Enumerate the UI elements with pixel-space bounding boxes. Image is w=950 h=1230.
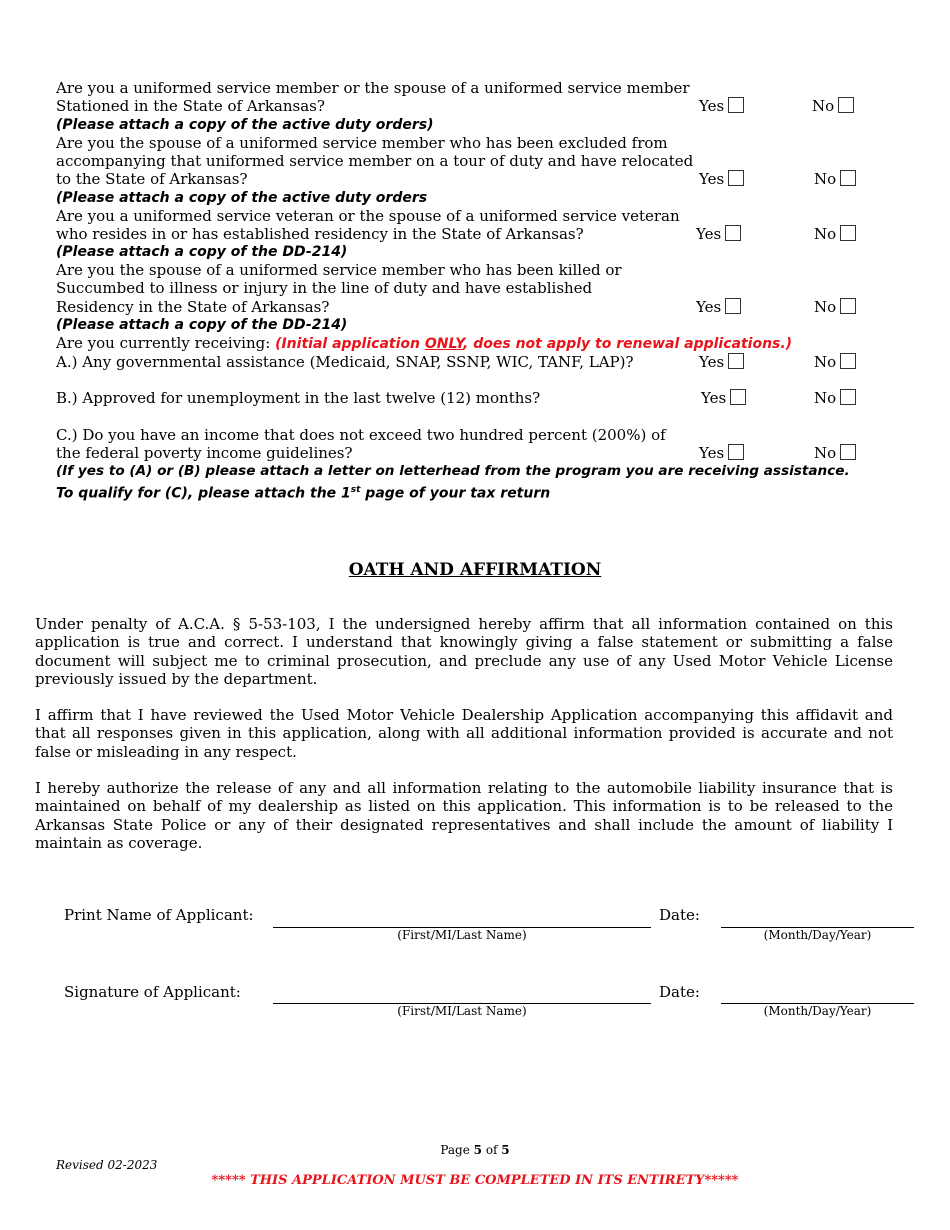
no-label: No: [814, 444, 837, 462]
question-2-no-checkbox[interactable]: [840, 170, 856, 186]
receiving-note-2-pre: To qualify for (C), please attach the 1: [56, 485, 351, 502]
receiving-warning-only: ONLY: [424, 336, 464, 352]
receiving-note-2-sup: st: [350, 485, 361, 495]
question-1-no: [812, 97, 854, 115]
question-1-yes-checkbox[interactable]: [728, 97, 744, 113]
yes-label: Yes: [696, 225, 722, 243]
signature-caption: (First/MI/Last Name): [397, 1004, 527, 1018]
option-c-yes: [699, 444, 744, 462]
completion-warning: ***** THIS APPLICATION MUST BE COMPLETED IN ITS ENTIRETY*****: [211, 1173, 739, 1188]
option-c-yes-checkbox[interactable]: [728, 444, 744, 460]
question-3-no-checkbox[interactable]: [840, 225, 856, 241]
question-1-no-checkbox[interactable]: [838, 97, 854, 113]
print-name-label: Print Name of Applicant:: [64, 906, 254, 924]
no-label: No: [814, 225, 837, 243]
yes-label: Yes: [699, 170, 725, 188]
question-1-yes: [699, 97, 744, 115]
oath-paragraph-3: I hereby authorize the release of any and all information relating to the automobile liability insurance that is maintained on behalf of my dealership as listed on this application. This information is to be released to the Arkansas State Police or any of their designated representatives and shall include the amount of liability I maintain as coverage.: [35, 779, 893, 852]
question-4-line-2: Succumbed to illness or injury in the line of duty and have established: [56, 279, 593, 297]
no-label: No: [814, 298, 837, 316]
page-total: 5: [501, 1143, 510, 1157]
question-4-yes-checkbox[interactable]: [725, 298, 741, 314]
page-number: [0, 1143, 950, 1157]
option-b-yes-checkbox[interactable]: [730, 389, 746, 405]
option-c-no-checkbox[interactable]: [840, 444, 856, 460]
yes-label: Yes: [699, 444, 725, 462]
question-3-yes-checkbox[interactable]: [725, 225, 741, 241]
oath-title: OATH AND AFFIRMATION: [348, 560, 602, 580]
question-2-no: [814, 170, 856, 188]
question-2-yes: [699, 170, 744, 188]
receiving-option-c-line-1: C.) Do you have an income that does not exceed two hundred percent (200%) of: [56, 426, 666, 444]
receiving-note-2-post: page of your tax return: [360, 485, 551, 502]
question-2-line-2: accompanying that uniformed service member on a tour of duty and have relocated: [56, 152, 694, 170]
option-b-yes: [701, 389, 746, 407]
print-name-caption: (First/MI/Last Name): [397, 928, 527, 942]
no-label: No: [814, 353, 837, 371]
receiving-warning-pre: (Initial application: [275, 336, 425, 352]
option-a-yes-checkbox[interactable]: [728, 353, 744, 369]
yes-label: Yes: [699, 353, 725, 371]
option-b-no-checkbox[interactable]: [840, 389, 856, 405]
question-1-note: (Please attach a copy of the active duty orders): [56, 117, 434, 133]
receiving-label: Are you currently receiving:: [56, 334, 276, 352]
question-3-yes: [696, 225, 741, 243]
question-2-line-1: Are you the spouse of a uniformed service member who has been excluded from: [56, 134, 668, 152]
option-b-no: [814, 389, 856, 407]
no-label: No: [814, 170, 837, 188]
receiving-option-a: A.) Any governmental assistance (Medicaid, SNAP, SSNP, WIC, TANF, LAP)?: [56, 353, 634, 371]
no-label: No: [814, 389, 837, 407]
question-3-note: (Please attach a copy of the DD-214): [56, 244, 348, 260]
question-4-line-3: Residency in the State of Arkansas?: [56, 298, 330, 316]
receiving-option-b: B.) Approved for unemployment in the last twelve (12) months?: [56, 389, 541, 407]
question-3-line-2: who resides in or has established residency in the State of Arkansas?: [56, 225, 584, 243]
oath-paragraph-1: Under penalty of A.C.A. § 5-53-103, I the undersigned hereby affirm that all information contained on this application is true and correct. I understand that knowingly giving a false statement or submitting a false document will subject me to criminal prosecution, and preclude any use of any Used Motor Vehicle License previously issued by the department.: [35, 615, 893, 688]
option-a-no: [814, 353, 856, 371]
question-1-line-1: Are you a uniformed service member or the spouse of a uniformed service member: [56, 79, 690, 97]
yes-label: Yes: [701, 389, 727, 407]
question-2-note: (Please attach a copy of the active duty orders: [56, 190, 428, 206]
question-4-no: [814, 298, 856, 316]
question-4-yes: [696, 298, 741, 316]
option-c-no: [814, 444, 856, 462]
question-4-line-1: Are you the spouse of a uniformed service member who has been killed or: [56, 261, 622, 279]
receiving-question: [56, 334, 792, 353]
question-2-yes-checkbox[interactable]: [728, 170, 744, 186]
print-name-date-caption: (Month/Day/Year): [763, 928, 872, 942]
receiving-warning-post: , does not apply to renewal applications.): [463, 336, 793, 352]
print-name-date-label: Date:: [659, 906, 700, 924]
signature-date-caption: (Month/Day/Year): [763, 1004, 872, 1018]
yes-label: Yes: [699, 97, 725, 115]
option-a-yes: [699, 353, 744, 371]
no-label: No: [812, 97, 835, 115]
signature-label: Signature of Applicant:: [64, 983, 241, 1001]
signature-date-label: Date:: [659, 983, 700, 1001]
question-1-line-2: Stationed in the State of Arkansas?: [56, 97, 325, 115]
question-3-no: [814, 225, 856, 243]
receiving-note-2: [56, 481, 550, 503]
page-prefix: Page: [440, 1143, 474, 1157]
question-2-line-3: to the State of Arkansas?: [56, 170, 248, 188]
question-3-line-1: Are you a uniformed service veteran or the spouse of a uniformed service veteran: [56, 207, 680, 225]
revision-date: Revised 02-2023: [56, 1158, 158, 1172]
option-a-no-checkbox[interactable]: [840, 353, 856, 369]
question-4-note: (Please attach a copy of the DD-214): [56, 317, 348, 333]
receiving-note-1: (If yes to (A) or (B) please attach a letter on letterhead from the program you are receiving assistance.: [56, 463, 850, 479]
question-4-no-checkbox[interactable]: [840, 298, 856, 314]
page-current: 5: [473, 1143, 482, 1157]
page-of: of: [482, 1143, 502, 1157]
receiving-option-c-line-2: the federal poverty income guidelines?: [56, 444, 353, 462]
oath-paragraph-2: I affirm that I have reviewed the Used Motor Vehicle Dealership Application accompanying this affidavit and that all responses given in this application, along with all additional information provided is accurate and not false or misleading in any respect.: [35, 706, 893, 761]
yes-label: Yes: [696, 298, 722, 316]
